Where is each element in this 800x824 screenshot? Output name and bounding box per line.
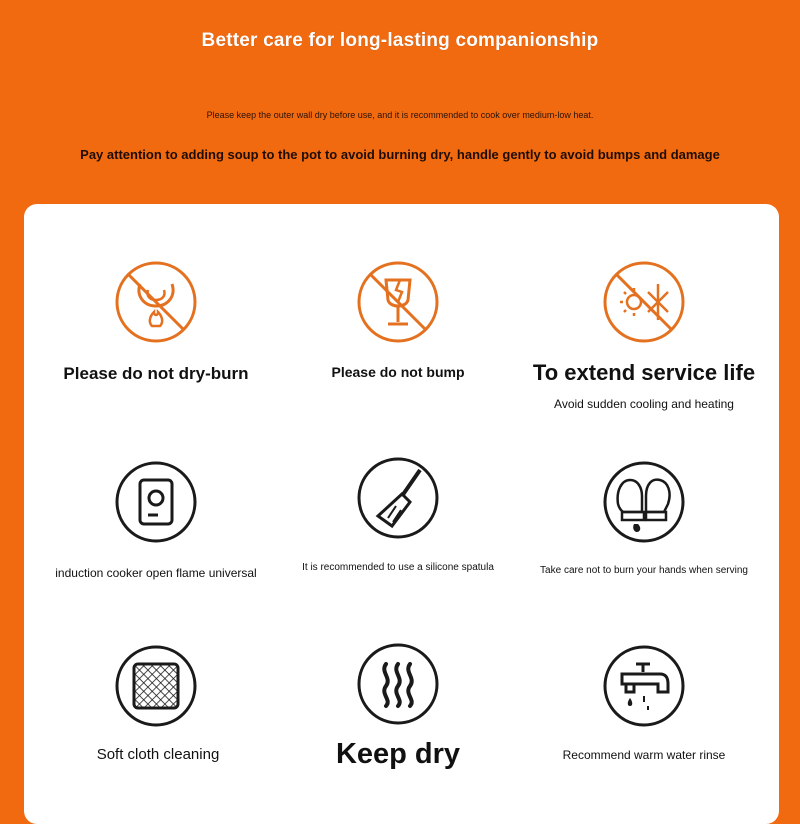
item-label: It is recommended to use a silicone spatula	[302, 562, 494, 573]
induction-cooker-icon	[114, 460, 198, 544]
no-temperature-shock-icon	[602, 260, 686, 344]
cloth-icon	[114, 644, 198, 728]
spatula-icon	[356, 456, 440, 540]
page-subtitle: Pay attention to adding soup to the pot to avoid burning dry, handle gently to avoid bumps and damage	[80, 147, 720, 162]
item-label: Take care not to burn your hands when serving	[540, 565, 748, 576]
no-fire-icon	[114, 260, 198, 344]
item-label: Recommend warm water rinse	[562, 748, 726, 762]
item-heading: To extend service life	[532, 360, 756, 385]
item-heading: Keep dry	[335, 738, 461, 770]
oven-mitt-icon	[602, 460, 686, 544]
item-label: Soft cloth cleaning	[96, 746, 220, 763]
usage-note: Please keep the outer wall dry before use, and it is recommended to cook over medium-low heat.	[206, 110, 594, 120]
item-label: induction cooker open flame universal	[55, 566, 257, 580]
item-label: Please do not dry-burn	[63, 364, 249, 383]
care-instructions-card	[24, 204, 779, 824]
no-break-icon	[356, 260, 440, 344]
page-title: Better care for long-lasting companionship	[201, 30, 599, 51]
item-sublabel: Avoid sudden cooling and heating	[554, 397, 734, 411]
faucet-icon	[602, 644, 686, 728]
steam-icon	[356, 642, 440, 726]
header	[0, 0, 800, 200]
item-label: Please do not bump	[331, 364, 465, 380]
